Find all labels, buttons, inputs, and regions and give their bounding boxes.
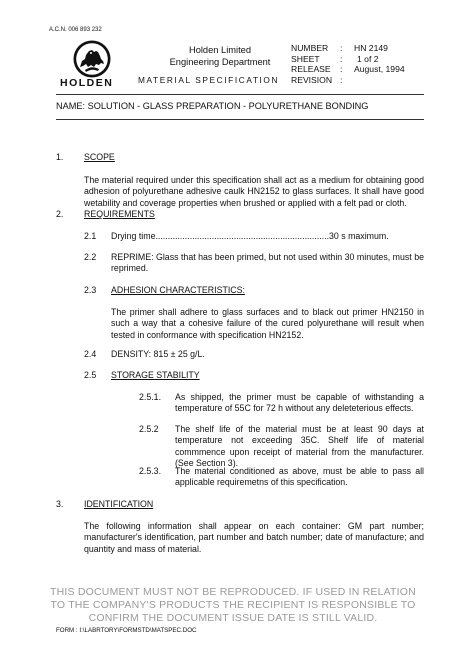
meta-colon: : bbox=[340, 74, 343, 85]
company-name: Holden Limited bbox=[188, 45, 251, 55]
density-text: DENSITY: 815 ± 25 g/L. bbox=[111, 349, 205, 359]
document-name: NAME: SOLUTION - GLASS PREPARATION - POLYURETHANE BONDING bbox=[56, 101, 369, 111]
meta-value: August, 1994 bbox=[354, 64, 405, 75]
subitem-number: 2.5.3. bbox=[139, 466, 162, 476]
section-title-scope: SCOPE bbox=[84, 152, 115, 162]
meta-value: HN 2149 bbox=[354, 43, 388, 53]
section-number: 1. bbox=[56, 152, 64, 162]
header-rule-top bbox=[56, 94, 424, 95]
meta-label: RELEASE bbox=[291, 64, 331, 75]
drying-time-text: Drying time.......................................................................30 s maximum. bbox=[111, 231, 389, 241]
reproduction-notice: THIS DOCUMENT MUST NOT BE REPRODUCED. IF USED IN RELATION TO THE COMPANY'S PRODUCTS THE RECIPIENT IS RESPONSIBLE TO CONFIRM THE DOCUMENT ISSUE DATE IS STILL VALID. bbox=[50, 586, 416, 625]
meta-colon: : bbox=[340, 43, 343, 53]
section-number: 2. bbox=[56, 209, 64, 219]
meta-label: REVISION bbox=[291, 74, 333, 85]
stability-252-text: The shelf life of the material must be at least 90 days at temperature not exceeding 35C. Shelf life of material commmence upon receipt of material from the manufacturer. (See Section 3). bbox=[175, 424, 424, 468]
meta-value: 1 of 2 bbox=[357, 53, 379, 64]
meta-row-revision bbox=[291, 75, 405, 86]
meta-row-number bbox=[291, 43, 405, 54]
section-title-requirements: REQUIREMENTS bbox=[84, 209, 155, 219]
item-number: 2.3 bbox=[84, 285, 97, 295]
header-rule-bottom bbox=[56, 119, 424, 120]
section-title-identification: IDENTIFICATION bbox=[84, 499, 154, 509]
item-number: 2.2 bbox=[84, 252, 97, 262]
subitem-number: 2.5.1. bbox=[139, 392, 162, 402]
form-path: FORM : I:\LABRTORY\FORMSTD\MATSPEC.DOC bbox=[56, 627, 197, 634]
department-name: Engineering Department bbox=[169, 57, 271, 67]
item-number: 2.4 bbox=[84, 349, 97, 359]
stability-253-text: The material conditioned as above, must be able to pass all applicable requiremetns of this specification. bbox=[175, 466, 424, 488]
acn-number: A.C.N. 006 893 232 bbox=[49, 27, 102, 33]
company-block bbox=[155, 44, 285, 68]
document-meta bbox=[291, 43, 405, 85]
stability-251-text: As shipped, the primer must be capable of withstanding a temperature of 55C for 72 h without any deleteterious effects. bbox=[175, 392, 424, 414]
adhesion-title: ADHESION CHARACTERISTICS: bbox=[111, 285, 245, 295]
subitem-number: 2.5.2 bbox=[139, 424, 159, 434]
reprime-text: REPRIME: Glass that has been primed, but not used within 30 minutes, must be reprimed. bbox=[111, 252, 424, 274]
adhesion-body: The primer shall adhere to glass surfaces and to black out primer HN2150 in such a way that a cohesive failure of the cured polyurethane will result when tested in conformance with specification HN2152. bbox=[111, 307, 424, 340]
meta-label: SHEET bbox=[291, 53, 320, 64]
item-number: 2.1 bbox=[84, 231, 97, 241]
brand-wordmark: HOLDEN bbox=[60, 77, 114, 89]
document-type: MATERIAL SPECIFICATION bbox=[138, 75, 280, 85]
meta-colon: : bbox=[340, 64, 343, 75]
item-number: 2.5 bbox=[84, 370, 97, 380]
meta-row-sheet bbox=[291, 54, 405, 65]
section-number: 3. bbox=[56, 499, 64, 509]
storage-stability-title: STORAGE STABILITY bbox=[111, 370, 200, 380]
meta-row-release bbox=[291, 64, 405, 75]
meta-colon: : bbox=[340, 53, 343, 64]
identification-body: The following information shall appear on each container: GM part number; manufacturer's identification, part number and batch number; date of manufacture; and quantity and mass of material. bbox=[84, 521, 424, 554]
meta-label: NUMBER bbox=[291, 43, 329, 53]
scope-body: The material required under this specification shall act as a medium for obtaining good adhesion of polyurethane adhesive caulk HN2152 to glass surfaces. It shall have good wetability and coverage properties when brushed or applied with a felt pad or cloth. bbox=[84, 175, 424, 208]
